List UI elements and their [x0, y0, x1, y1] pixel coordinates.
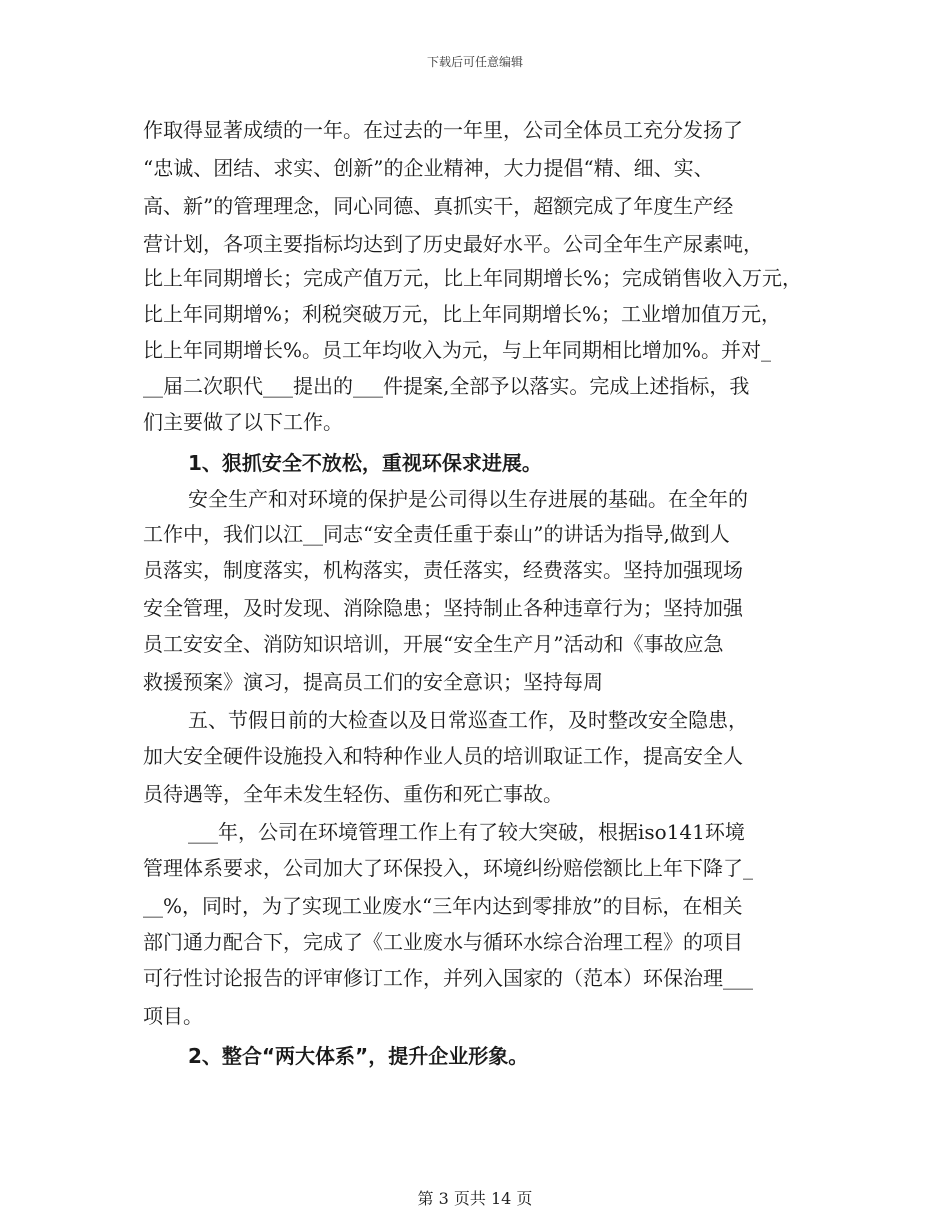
- body-line: 高、新”的管理理念，同心同德、真抓实干，超额完成了年度生产经: [143, 194, 734, 218]
- body-line: __%，同时，为了实现工业废水“三年内达到零排放”的目标，在相关: [143, 894, 743, 918]
- body-line: 作取得显著成绩的一年。在过去的一年里，公司全体员工充分发扬了: [143, 118, 743, 142]
- body-line: 安全管理，及时发现、消除隐患；坚持制止各种违章行为；坚持加强: [143, 596, 743, 620]
- body-line: 管理体系要求，公司加大了环保投入，环境纠纷赔偿额比上年下降了_: [143, 856, 753, 880]
- body-line: 比上年同期增%；利税突破万元，比上年同期增长%；工业增加值万元，: [143, 302, 782, 326]
- body-line: 安全生产和对环境的保护是公司得以生存进展的基础。在全年的: [188, 487, 748, 511]
- page-footer: 第 3 页共 14 页: [417, 1189, 533, 1208]
- section-heading-systems: 2、整合“两大体系”，提升企业形象。: [188, 1044, 529, 1068]
- body-line: 项目。: [143, 1004, 203, 1028]
- body-line: 可行性讨论报告的评审修订工作，并列入国家的（范本）环保治理___: [143, 966, 753, 990]
- body-line: 加大安全硬件设施投入和特种作业人员的培训取证工作，提高安全人: [143, 744, 743, 768]
- body-line: “忠诚、团结、求实、创新”的企业精神，大力提倡“精、细、实、: [143, 156, 714, 180]
- body-line: 部门通力配合下，完成了《工业废水与循环水综合治理工程》的项目: [143, 930, 743, 954]
- body-line: 工作中，我们以江__同志“安全责任重于泰山”的讲话为指导,做到人: [143, 522, 730, 546]
- body-line: 们主要做了以下工作。: [143, 410, 343, 434]
- body-line: 员工安安全、消防知识培训，开展“安全生产月”活动和《事故应急: [143, 632, 724, 656]
- page-header: 下载后可任意编辑: [426, 55, 523, 69]
- body-line: 比上年同期增长；完成产值万元，比上年同期增长%；完成销售收入万元，: [143, 266, 803, 290]
- body-line: ___年，公司在环境管理工作上有了较大突破，根据iso141环境: [188, 820, 745, 844]
- body-line: __届二次职代___提出的___件提案,全部予以落实。完成上述指标，我: [143, 374, 750, 398]
- body-line: 员待遇等，全年未发生轻伤、重伤和死亡事故。: [143, 782, 563, 806]
- body-line: 救援预案》演习，提高员工们的安全意识；坚持每周: [143, 670, 603, 694]
- body-line: 五、节假日前的大检查以及日常巡查工作，及时整改安全隐患，: [188, 708, 748, 732]
- body-line: 营计划，各项主要指标均达到了历史最好水平。公司全年生产尿素吨，: [143, 232, 763, 256]
- body-line: 员落实，制度落实，机构落实，责任落实，经费落实。坚持加强现场: [143, 558, 743, 582]
- section-heading-safety: 1、狠抓安全不放松，重视环保求进展。: [188, 451, 542, 475]
- body-line: 比上年同期增长%。员工年均收入为元，与上年同期相比增加%。并对_: [143, 338, 772, 362]
